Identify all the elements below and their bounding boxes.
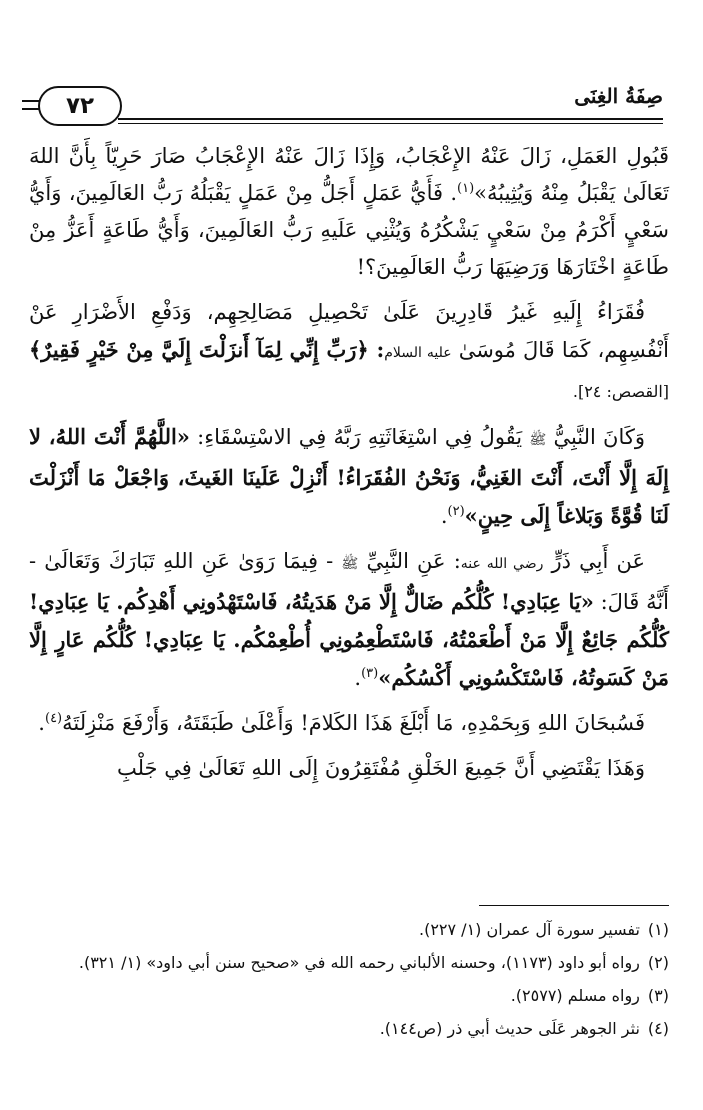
radi-glyph: رضي الله عنه <box>460 556 544 572</box>
footnote-ref-3: (٣) <box>361 666 379 681</box>
footnote-text: رواه مسلم (٢٥٧٧). <box>510 986 640 1005</box>
paragraph-1-rest: . فَأَيُّ عَمَلٍ أَجَلُّ مِنْ عَمَلٍ يَقْبَلُهُ رَبُّ العَالَمِينَ، وَأَيُّ سَعْيٍ أَكْرَمُ مِنْ سَعْيٍ يَشْكُرُهُ وَيُثْنِي عَلَيهِ رَبُّ العَالَمِينَ، وَأَيُّ طَاعَةٍ أَعَزُّ مِنْ طَاعَةٍ اخْتَارَهَا وَرَضِيَهَا رَبُّ العَالَمِينَ؟! <box>29 181 669 279</box>
header-rule-thin <box>118 123 663 124</box>
honorific-glyph: عليه السلام <box>384 345 452 361</box>
footnote-separator <box>479 905 669 906</box>
footnote-4 <box>29 1014 669 1043</box>
footnote-ref-2: (٢) <box>447 504 465 519</box>
footnote-ref-1: (١) <box>457 181 475 196</box>
paragraph-4-intro: عَن أَبِي ذَرٍّ <box>551 549 645 573</box>
footnote-text: نثر الجوهر عَلَى حديث أبي ذر (ص١٤٤). <box>379 1019 640 1038</box>
quran-verse: : ﴿رَبِّ إِنِّي لِمَآ أَنزَلْتَ إِلَيَّ مِنْ خَيْرٍ فَقِيرٌ﴾ <box>29 337 385 362</box>
footnote-1 <box>29 915 669 944</box>
footnote-ref-4: (٤) <box>44 711 63 726</box>
paragraph-1-text: قَبُولِ العَمَلِ، زَالَ عَنْهُ الإِعْجَابُ، وَإِذَا زَالَ عَنْهُ الإِعْجَابُ صَارَ حَرِيّاً بِأَنَّ اللهَ تَعَالَىٰ يَقْبَلُ مِنْهُ وَيُثِيبُهُ» <box>29 144 669 205</box>
paragraph-3-intro: وَكَانَ النَّبِيُّ <box>553 425 645 449</box>
footnote-text: تفسير سورة آل عمران (١/ ٢٢٧). <box>418 920 640 939</box>
footnote-number: (٣) <box>647 986 669 1005</box>
footnote-number: (٤) <box>647 1019 669 1038</box>
running-title: صِفَةُ الغِنَى <box>574 84 663 108</box>
footnotes <box>29 915 669 1047</box>
paragraph-3-mid: يَقُولُ فِي اسْتِغَاثَتِهِ رَبَّهُ فِي الاسْتِسْقَاءِ: <box>189 425 530 449</box>
paragraph-4-narration: - فِيمَا رَوَىٰ عَنِ اللهِ تَبَارَكَ وَتَعَالَىٰ - أَنَّهُ قَالَ: <box>29 549 670 614</box>
paragraph-6-text: وَهَذَا يَقْتَضِي أَنَّ جَمِيعَ الخَلْقِ مُفْتَقِرُونَ إِلَى اللهِ تَعَالَىٰ فِي جَلْبِ <box>116 756 645 780</box>
page-header <box>28 78 663 128</box>
page-number-badge <box>38 86 122 126</box>
main-text <box>29 138 669 795</box>
footnote-number: (١) <box>647 920 669 939</box>
page-number: ٧٢ <box>65 93 95 119</box>
salawat-glyph-2: ﷺ <box>341 556 359 572</box>
paragraph-3: وَكَانَ النَّبِيُّ ﷺ يَقُولُ فِي اسْتِغَاثَتِهِ رَبَّهُ فِي الاسْتِسْقَاءِ: «اللَّهُمَّ أَنْتَ اللهُ، لا إِلَهَ إِلَّا أَنْتَ، أَنْتَ الغَنِيُّ، وَنَحْنُ الفُقَرَاءُ! أَنْزِلْ عَلَينَا الغَيثَ، وَاجْعَلْ مَا أَنْزَلْتَ لَنَا قُوَّةً وَبَلاغاً إِلَى حِينٍ»$^{(٢)}$. <box>29 424 669 528</box>
header-rule <box>118 118 663 120</box>
footnote-number: (٢) <box>647 953 669 972</box>
footnote-2 <box>29 948 669 977</box>
paragraph-5-text: فَسُبحَانَ اللهِ وَبِحَمْدِهِ، مَا أَبْلَغَ هَذَا الكَلامَ! وَأَعْلَىٰ طَبَقَتَهُ، وَأَرْفَعَ مَنْزِلَتَهُ <box>62 711 645 735</box>
footnote-3 <box>29 981 669 1010</box>
paragraph-2-text: فُقَرَاءُ إِلَيهِ غَيرُ قَادِرِينَ عَلَىٰ تَحْصِيلِ مَصَالِحِهِم، وَدَفْعِ الأَضْرَارِ عَنْ أَنْفُسِهِم، كَمَا قَالَ مُوسَىٰ <box>29 300 669 362</box>
paragraph-4-mid: : عَنِ النَّبِيِّ <box>366 549 461 573</box>
paragraph-6 <box>29 750 669 787</box>
hadith-quote-1: «اللَّهُمَّ أَنْتَ اللهُ، لا إِلَهَ إِلَّا أَنْتَ، أَنْتَ الغَنِيُّ، وَنَحْنُ الفُقَرَاءُ! أَنْزِلْ عَلَينَا الغَيثَ، وَاجْعَلْ مَا أَنْزَلْتَ لَنَا قُوَّةً وَبَلاغاً إِلَى حِينٍ» <box>29 424 669 528</box>
footnote-text: رواه أبو داود (١١٧٣)، وحسنه الألباني رحمه الله في «صحيح سنن أبي داود» (١/ ٣٢١). <box>78 953 640 972</box>
verse-citation: [القصص: ٢٤]. <box>572 382 669 401</box>
paragraph-1 <box>29 138 669 286</box>
salawat-glyph: ﷺ <box>529 432 547 448</box>
paragraph-4: عَن أَبِي ذَرٍّ رضي الله عنه: عَنِ النَّبِيِّ ﷺ - فِيمَا رَوَىٰ عَنِ اللهِ تَبَارَكَ وَتَعَالَىٰ - أَنَّهُ قَالَ: «يَا عِبَادِي! كُلُّكُم ضَالٌّ إِلَّا مَنْ هَدَيتُهُ، فَاسْتَهْدُونِي أَهْدِكُم. يَا عِبَادِي! كُلُّكُم جَائِعٌ إِلَّا مَنْ أَطْعَمْتُهُ، فَاسْتَطْعِمُونِي أُطْعِمْكُم. يَا عِبَادِي! كُلُّكُم عَارٍ إِلَّا مَنْ كَسَوتُهُ، فَاسْتَكْسُونِي أَكْسُكُم»$^{(٣)}$. <box>29 549 670 690</box>
paragraph-2 <box>29 294 669 410</box>
hadith-quote-2: «يَا عِبَادِي! كُلُّكُم ضَالٌّ إِلَّا مَنْ هَدَيتُهُ، فَاسْتَهْدُونِي أَهْدِكُم. يَا عِبَادِي! كُلُّكُم جَائِعٌ إِلَّا مَنْ أَطْعَمْتُهُ، فَاسْتَطْعِمُونِي أُطْعِمْكُم. يَا عِبَادِي! كُلُّكُم عَارٍ إِلَّا مَنْ كَسَوتُهُ، فَاسْتَكْسُونِي أَكْسُكُم» <box>29 589 669 690</box>
paragraph-5: فَسُبحَانَ اللهِ وَبِحَمْدِهِ، مَا أَبْلَغَ هَذَا الكَلامَ! وَأَعْلَىٰ طَبَقَتَهُ، وَأَرْفَعَ مَنْزِلَتَهُ$^{(٤)}$. <box>38 711 645 735</box>
